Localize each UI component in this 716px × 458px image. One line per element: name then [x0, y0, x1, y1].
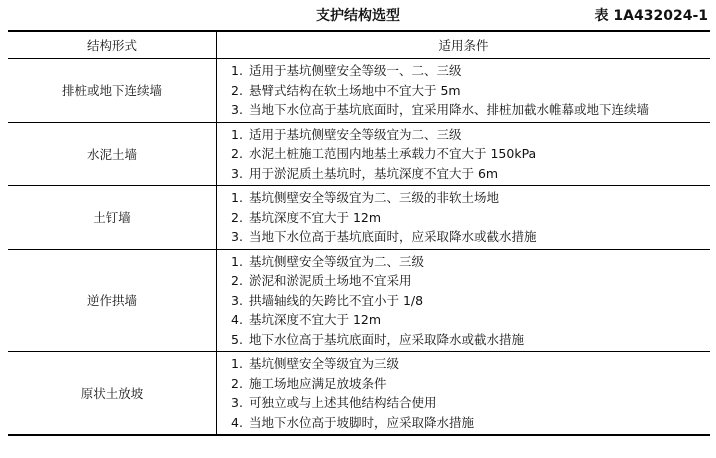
- condition-item: [231, 291, 710, 311]
- condition-item: [231, 330, 710, 350]
- table-row: [8, 249, 710, 352]
- conditions-list: [231, 61, 710, 120]
- structure-type-cell: 水泥土墙: [8, 122, 217, 186]
- header-applicable-conditions: 适用条件: [217, 31, 711, 59]
- header-row: [8, 31, 710, 59]
- condition-number: 1.: [231, 356, 243, 371]
- table-body: [8, 59, 710, 436]
- condition-number: 2.: [231, 82, 243, 98]
- condition-item: [231, 208, 710, 228]
- conditions-cell: [217, 186, 711, 250]
- condition-text: 地下水位高于基坑底面时，应采取降水或截水措施: [249, 331, 525, 347]
- conditions-list: [231, 188, 710, 247]
- condition-text: 用于淤泥质土基坑时，基坑深度不宜大于 6m: [249, 165, 499, 181]
- condition-item: [231, 164, 710, 184]
- condition-item: [231, 100, 710, 120]
- header-structure-type: 结构形式: [8, 31, 217, 59]
- condition-text: 基坑侧壁安全等级宜为二、三级的非软土场地: [249, 190, 500, 205]
- condition-text: 当地下水位高于基坑底面时，应采取降水或截水措施: [249, 229, 537, 244]
- condition-number: 2.: [231, 273, 243, 288]
- conditions-list: [231, 354, 710, 432]
- table-row: [8, 122, 710, 186]
- condition-text: 当地下水位高于坡脚时，应采取降水措施: [249, 414, 475, 430]
- condition-number: 3.: [231, 292, 243, 308]
- table-title: 支护结构选型: [316, 8, 400, 24]
- condition-number: 3.: [231, 165, 243, 181]
- condition-text: 悬臂式结构在软土场地中不宜大于 5m: [249, 82, 461, 98]
- structure-type-cell: 排桩或地下连续墙: [8, 59, 217, 123]
- table-number: 表 1A432024-1: [594, 8, 708, 24]
- condition-number: 2.: [231, 146, 243, 161]
- conditions-cell: [217, 122, 711, 186]
- condition-text: 淤泥和淤泥质土场地不宜采用: [249, 273, 412, 288]
- condition-number: 3.: [231, 395, 243, 410]
- condition-text: 当地下水位高于基坑底面时，宜采用降水、排桩加截水帷幕或地下连续墙: [249, 102, 650, 117]
- condition-item: [231, 81, 710, 101]
- condition-number: 4.: [231, 312, 243, 327]
- condition-number: 2.: [231, 209, 243, 225]
- condition-item: [231, 227, 710, 247]
- conditions-list: [231, 252, 710, 350]
- conditions-cell: [217, 59, 711, 123]
- condition-text: 拱墙轴线的矢跨比不宜小于 1/8: [249, 292, 424, 308]
- condition-item: [231, 188, 710, 208]
- condition-number: 2.: [231, 375, 243, 391]
- condition-number: 5.: [231, 331, 243, 347]
- table-row: [8, 186, 710, 250]
- conditions-cell: [217, 249, 711, 352]
- condition-text: 适用于基坑侧壁安全等级一、二、三级: [249, 63, 462, 78]
- support-structure-table: [8, 30, 710, 436]
- condition-text: 可独立或与上述其他结构结合使用: [249, 395, 437, 410]
- condition-number: 4.: [231, 414, 243, 430]
- condition-item: [231, 125, 710, 145]
- condition-number: 1.: [231, 63, 243, 78]
- condition-number: 1.: [231, 190, 243, 205]
- condition-text: 水泥土桩施工范围内地基土承载力不宜大于 150kPa: [249, 146, 537, 161]
- condition-text: 施工场地应满足放坡条件: [249, 375, 387, 391]
- condition-text: 基坑侧壁安全等级宜为三级: [249, 356, 400, 371]
- condition-item: [231, 354, 710, 374]
- condition-item: [231, 61, 710, 81]
- structure-type-cell: 土钉墙: [8, 186, 217, 250]
- condition-text: 适用于基坑侧壁安全等级宜为二、三级: [249, 126, 462, 142]
- conditions-cell: [217, 352, 711, 436]
- condition-item: [231, 252, 710, 272]
- condition-number: 3.: [231, 229, 243, 244]
- condition-text: 基坑深度不宜大于 12m: [249, 209, 382, 225]
- condition-item: [231, 271, 710, 291]
- condition-item: [231, 413, 710, 433]
- condition-item: [231, 144, 710, 164]
- condition-item: [231, 393, 710, 413]
- conditions-list: [231, 125, 710, 184]
- structure-type-cell: 原状土放坡: [8, 352, 217, 436]
- condition-item: [231, 374, 710, 394]
- condition-number: 3.: [231, 102, 243, 117]
- structure-type-cell: 逆作拱墙: [8, 249, 217, 352]
- condition-number: 1.: [231, 126, 243, 142]
- table-row: [8, 352, 710, 436]
- table-row: [8, 59, 710, 123]
- condition-text: 基坑侧壁安全等级宜为二、三级: [249, 253, 425, 269]
- condition-item: [231, 310, 710, 330]
- condition-number: 1.: [231, 253, 243, 269]
- condition-text: 基坑深度不宜大于 12m: [249, 312, 382, 327]
